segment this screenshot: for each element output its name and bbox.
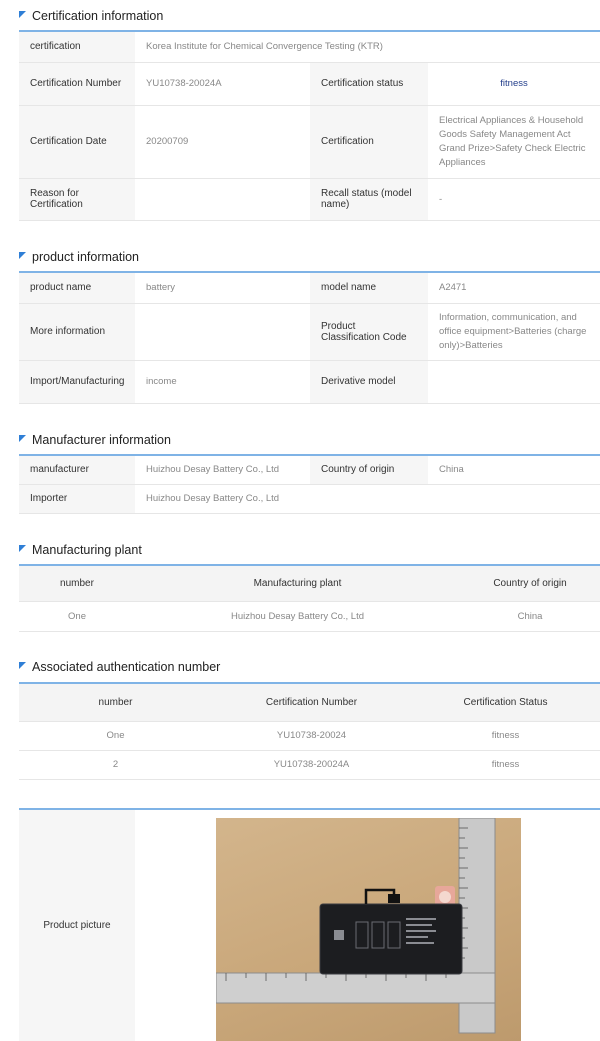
- column-header: Certification Status: [411, 683, 600, 721]
- classification-code-value: Information, communication, and office equipment>Batteries (charge only)>Batteries: [428, 303, 600, 360]
- import-manufacturing-label: Import/Manufacturing: [19, 360, 135, 403]
- column-header: Certification Number: [212, 683, 411, 721]
- certification-status-label: Certification status: [310, 62, 428, 105]
- product-section-title: [19, 250, 139, 264]
- battery-photo-illustration: [216, 818, 521, 1041]
- column-header: Country of origin: [460, 565, 600, 601]
- column-header: number: [19, 565, 135, 601]
- derivative-model-value: [428, 360, 600, 403]
- plant-country-cell: China: [460, 601, 600, 631]
- flag-icon: [19, 545, 26, 552]
- associated-cert-number-cell: YU10738-20024: [212, 721, 411, 750]
- table-header-row: [19, 565, 600, 601]
- associated-status-cell: fitness: [411, 750, 600, 779]
- table-row: [19, 455, 600, 484]
- column-header: Manufacturing plant: [135, 565, 460, 601]
- table-row: [19, 62, 600, 105]
- country-of-origin-label: Country of origin: [310, 455, 428, 484]
- certification-section-title: [19, 9, 163, 23]
- table-row: [19, 272, 600, 303]
- table-row: [19, 601, 600, 631]
- product-picture-label: Product picture: [19, 810, 135, 1041]
- recall-value: -: [428, 178, 600, 220]
- model-name-value: A2471: [428, 272, 600, 303]
- certification-title-text: Certification information: [32, 9, 164, 23]
- derivative-model-label: Derivative model: [310, 360, 428, 403]
- plant-name-cell: Huizhou Desay Battery Co., Ltd: [135, 601, 460, 631]
- product-name-value: battery: [135, 272, 310, 303]
- plant-section-title: [19, 543, 142, 557]
- classification-code-label: Product Classification Code: [310, 303, 428, 360]
- certification-number-value: YU10738-20024A: [135, 62, 310, 105]
- manufacturer-section-title: [19, 433, 171, 447]
- plant-number-cell: One: [19, 601, 135, 631]
- manufacturer-table: [19, 454, 600, 514]
- associated-number-cell: 2: [19, 750, 212, 779]
- table-row: [19, 178, 600, 220]
- certification-type-label: Certification: [310, 105, 428, 178]
- flag-icon: [19, 11, 26, 18]
- product-name-label: product name: [19, 272, 135, 303]
- table-row: [19, 721, 600, 750]
- country-of-origin-value: China: [428, 455, 600, 484]
- recall-label: Recall status (model name): [310, 178, 428, 220]
- certification-date-label: Certification Date: [19, 105, 135, 178]
- certification-date-value: 20200709: [135, 105, 310, 178]
- plant-title-text: Manufacturing plant: [32, 543, 142, 557]
- certification-type-value: Electrical Appliances & Household Goods Safety Management Act Grand Prize>Safety Check Electric Appliances: [428, 105, 600, 178]
- table-row: [19, 105, 600, 178]
- table-row: [19, 303, 600, 360]
- certification-value: Korea Institute for Chemical Convergence Testing (KTR): [135, 31, 600, 62]
- certification-label: certification: [19, 31, 135, 62]
- associated-number-cell: One: [19, 721, 212, 750]
- manufacturer-label: manufacturer: [19, 455, 135, 484]
- more-info-label: More information: [19, 303, 135, 360]
- certification-number-label: Certification Number: [19, 62, 135, 105]
- flag-icon: [19, 252, 26, 259]
- associated-status-cell: fitness: [411, 721, 600, 750]
- flag-icon: [19, 662, 26, 669]
- reason-value: [135, 178, 310, 220]
- table-row: [19, 750, 600, 779]
- certification-table: [19, 30, 600, 221]
- certification-status-value: fitness: [428, 62, 600, 105]
- product-table: [19, 271, 600, 404]
- manufacturer-value: Huizhou Desay Battery Co., Ltd: [135, 455, 310, 484]
- reason-label: Reason for Certification: [19, 178, 135, 220]
- associated-table: [19, 682, 600, 780]
- table-header-row: [19, 683, 600, 721]
- importer-label: Importer: [19, 484, 135, 513]
- table-row: [19, 360, 600, 403]
- flag-icon: [19, 435, 26, 442]
- plant-table: [19, 564, 600, 632]
- product-photo: [216, 818, 521, 1041]
- associated-title-text: Associated authentication number: [32, 660, 221, 674]
- column-header: number: [19, 683, 212, 721]
- table-row: [19, 31, 600, 62]
- more-info-value: [135, 303, 310, 360]
- product-title-text: product information: [32, 250, 140, 264]
- associated-section-title: [19, 660, 220, 674]
- importer-value: Huizhou Desay Battery Co., Ltd: [135, 484, 600, 513]
- table-row: [19, 484, 600, 513]
- model-name-label: model name: [310, 272, 428, 303]
- import-manufacturing-value: income: [135, 360, 310, 403]
- manufacturer-title-text: Manufacturer information: [32, 433, 171, 447]
- product-picture-block: [19, 808, 600, 1041]
- associated-cert-number-cell: YU10738-20024A: [212, 750, 411, 779]
